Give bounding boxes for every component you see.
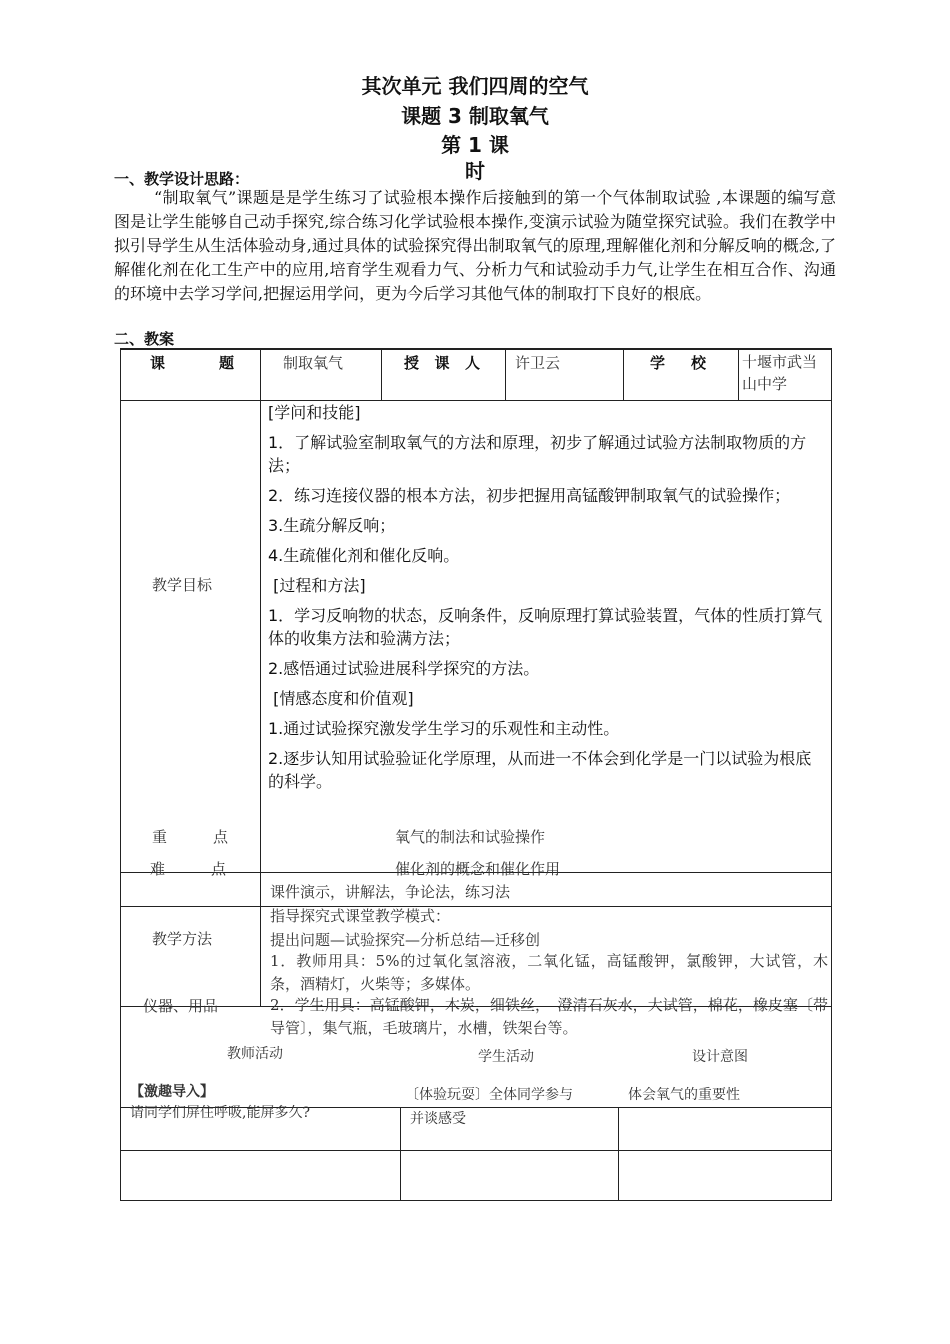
- intro-question: 请同学们屏住呼吸,能屏多久?: [130, 1105, 310, 1121]
- design-intent-value: 体会氧气的重要性: [628, 1087, 740, 1103]
- teacher-value: 许卫云: [515, 354, 561, 372]
- equipment-student: 2．学生用具：高锰酸钾，木炭，细铁丝， 澄清石灰水，大试管，棉花，橡皮塞〔带导管〕，集气瓶，毛玻璃片，水槽，铁架台等。: [270, 996, 828, 1037]
- goal-item: 2．练习连接仪器的根本方法，初步把握用高锰酸钾制取氧气的试验操作；: [268, 486, 791, 505]
- method-line: 提出问题—试验探究—分析总结—迁移创: [270, 931, 541, 949]
- period-title-line2: 时: [465, 159, 485, 183]
- student-activity-line2: 并谈感受: [410, 1111, 466, 1127]
- goal-item: 1．学习反响物的状态，反响条件，反响原理打算试验装置，气体的性质打算气体的收集方法和验满方法；: [268, 606, 823, 648]
- lesson-title: 课题 3 制取氧气: [401, 104, 549, 128]
- school-label: 学 校: [650, 354, 706, 372]
- goal-item: 4.生疏催化剂和催化反响。: [268, 546, 460, 565]
- intro-heading: 【激趣导入】: [130, 1084, 214, 1100]
- topic-value: 制取氧气: [283, 354, 344, 372]
- student-activity-line1: 〔体验玩耍〕全体同学参与: [405, 1087, 573, 1103]
- goal-item: 1．了解试验室制取氧气的方法和原理，初步了解通过试验方法制取物质的方法；: [268, 433, 807, 475]
- design-paragraph: “制取氧气”课题是是学生练习了试验根本操作后接触到的第一个气体制取试验 ,本课题的编写意图是让学生能够自己动手探究,综合练习化学试验根本操作,变演示试验为随堂探究试验。我们在教学中拟引导学生从生活体验动身,通过具体的试验探究得出制取氧气的原理,理解催化剂和分解反响的概念,了解催化剂在化工生产中的应用,培育学生观看力气、分析力气和试验动手力气,让学生在相互合作、沟通的环境中去学习学问,把握运用学问，更为今后学习其他气体的制取打下良好的根底。: [114, 188, 836, 303]
- method-label: 教学方法: [152, 930, 213, 948]
- method-line: 课件演示，讲解法，争论法，练习法: [270, 883, 511, 901]
- equipment-label: 仪器、用品: [143, 997, 219, 1015]
- goals-list: [268, 401, 824, 800]
- goal-item: 3.生疏分解反响；: [268, 516, 396, 535]
- col-design-intent: 设计意图: [692, 1049, 748, 1065]
- goal-item: 2.感悟通过试验进展科学探究的方法。: [268, 659, 540, 678]
- difficulty-value: 催化剂的概念和催化作用: [395, 860, 561, 878]
- goal-item: [学问和技能]: [268, 403, 361, 422]
- goals-label: 教学目标: [152, 576, 213, 594]
- goal-item: 2.逐步认知用试验验证化学原理，从而进一不体会到化学是一门以试验为根底的科学。: [268, 749, 812, 791]
- col-teacher-activity: 教师活动: [227, 1046, 283, 1062]
- topic-label: 课 题: [150, 354, 234, 372]
- teacher-label: 授 课 人: [404, 354, 480, 372]
- difficulty-label: 难 点: [150, 860, 226, 878]
- unit-title: 其次单元 我们四周的空气: [361, 74, 589, 98]
- goal-item: 1.通过试验探究激发学生学习的乐观性和主动性。: [268, 719, 620, 738]
- goal-item: [过程和方法]: [268, 576, 366, 595]
- equipment-teacher: 1．教师用具：5%的过氧化氢溶液，二氧化锰，高锰酸钾，氯酸钾，大试管，木条，酒精灯，火柴等；多媒体。: [270, 952, 828, 993]
- goal-item: [情感态度和价值观]: [268, 689, 414, 708]
- school-value: 十堰市武当山中学: [742, 353, 818, 393]
- method-line: 指导探究式课堂教学模式：: [270, 907, 451, 925]
- col-student-activity: 学生活动: [478, 1049, 534, 1065]
- key-point-label: 重 点: [152, 828, 228, 846]
- section-heading-plan: 二、教案: [114, 330, 175, 348]
- period-title-line1: 第 1 课: [441, 133, 509, 157]
- section-heading-design: 一、教学设计思路：: [114, 170, 250, 188]
- key-point-value: 氧气的制法和试验操作: [395, 828, 546, 846]
